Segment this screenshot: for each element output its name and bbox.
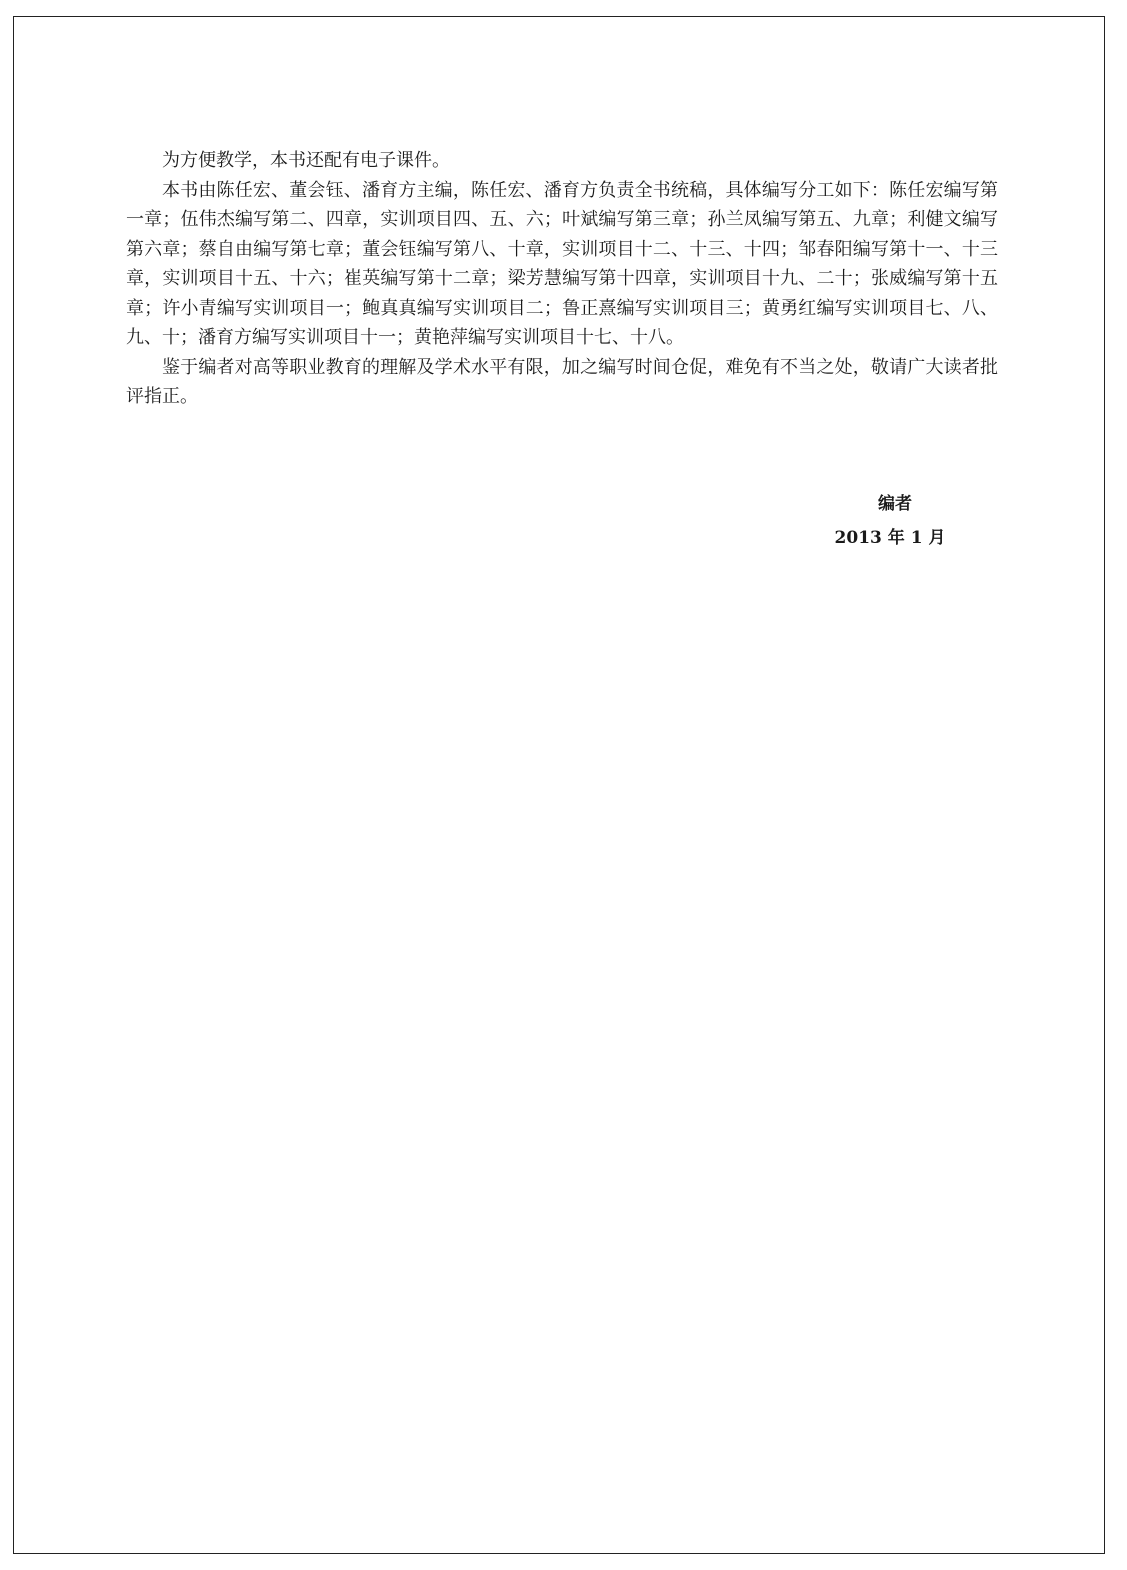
paragraph-courseware: 为方便教学，本书还配有电子课件。	[162, 150, 450, 171]
paragraph-apology: 鉴于编者对高等职业教育的理解及学术水平有限，加之编写时间仓促，难免有不当之处，敬请广大读者批评指正。	[126, 356, 998, 407]
paragraph-authors: 本书由陈任宏、董会钰、潘育方主编，陈任宏、潘育方负责全书统稿，具体编写分工如下：陈任宏编写第一章；伍伟杰编写第二、四章，实训项目四、五、六；叶斌编写第三章；孙兰凤编写第五、九章；利健文编写第六章；蔡自由编写第七章；董会钰编写第八、十章，实训项目十二、十三、十四；邹春阳编写第十一、十三章，实训项目十五、十六；崔英编写第十二章；梁芳慧编写第十四章，实训项目十九、二十；张威编写第十五章；许小青编写实训项目一；鲍真真编写实训项目二；鲁正熹编写实训项目三；黄勇红编写实训项目七、八、九、十；潘育方编写实训项目十一；黄艳萍编写实训项目十七、十八。	[126, 179, 998, 348]
preface-body	[126, 146, 998, 412]
signature-author: 编者	[878, 494, 912, 514]
signature-date: 2013 年 1 月	[834, 528, 946, 548]
